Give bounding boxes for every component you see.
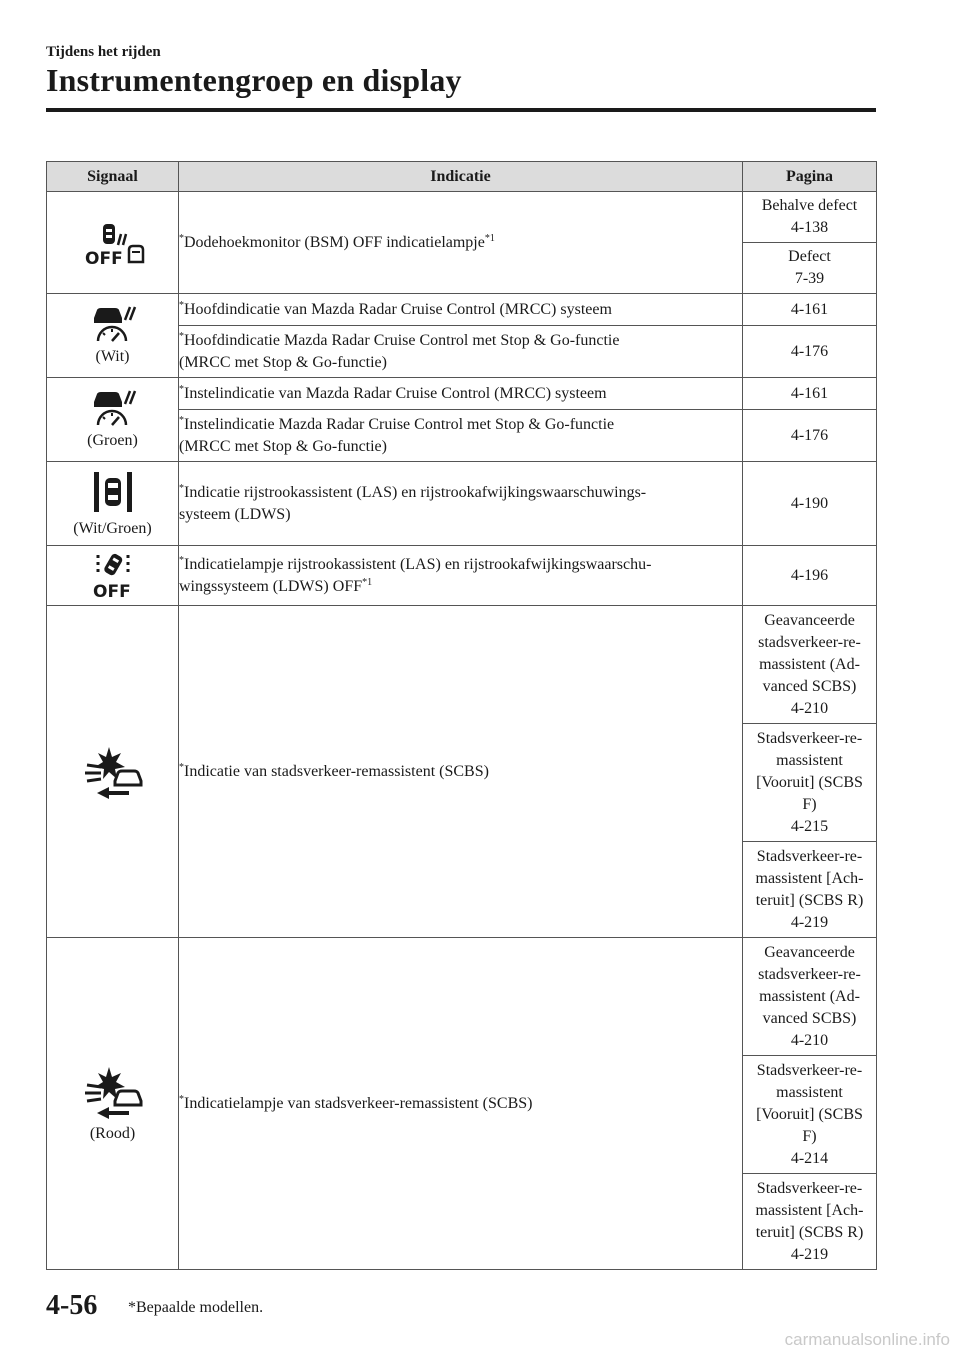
table-row	[47, 938, 877, 1056]
page-ref-label: Stadsverkeer-re-	[756, 729, 863, 747]
page-ref-label: massistent [Ach-	[755, 1201, 864, 1219]
indication-cell	[179, 606, 743, 938]
footnote-star: *	[179, 299, 184, 311]
page-cell	[743, 546, 877, 606]
indication-text: (MRCC met Stop & Go-functie)	[179, 437, 387, 455]
indication-cell	[179, 546, 743, 606]
page-ref-label: [Vooruit] (SCBS	[756, 1105, 863, 1123]
indication-text: Indicatie rijstrookassistent (LAS) en rijstrookafwijkingswaarschuwings-	[184, 483, 647, 501]
page-cell	[743, 842, 877, 938]
page-ref-label: massistent [Ach-	[755, 869, 864, 887]
lane-assist-off-icon	[86, 552, 140, 600]
indication-text: Indicatie van stadsverkeer-remassistent (SCBS)	[184, 762, 489, 780]
section-label: Tijdens het rijden	[46, 44, 161, 60]
table-row	[47, 462, 877, 546]
footnote-star: *	[179, 761, 184, 773]
page-ref: 4-196	[790, 566, 829, 584]
header-pagina: Pagina	[743, 162, 877, 192]
indication-cell	[179, 192, 743, 294]
page-ref-label: teruit] (SCBS R)	[755, 1223, 864, 1241]
scbs-icon	[81, 743, 145, 801]
page-ref: 4-215	[790, 817, 829, 835]
page-ref: 4-176	[790, 426, 829, 444]
footnote-mark: *1	[362, 576, 373, 588]
page-cell	[743, 1056, 877, 1174]
page-ref-label: Geavanceerde	[764, 611, 855, 629]
color-label: (Wit/Groen)	[73, 519, 152, 537]
page-ref-label: Defect	[788, 248, 831, 265]
bsm-off-icon	[81, 218, 145, 268]
page-cell	[743, 410, 877, 462]
page-ref-label: teruit] (SCBS R)	[755, 891, 864, 909]
page-ref: 7-39	[794, 270, 825, 287]
indication-text: (MRCC met Stop & Go-functie)	[179, 353, 387, 371]
signal-cell	[47, 378, 179, 462]
indication-cell	[179, 326, 743, 378]
page-ref-label: massistent	[776, 751, 843, 769]
footnote-mark: *1	[484, 232, 495, 244]
indication-text: Hoofdindicatie van Mazda Radar Cruise Control (MRCC) systeem	[184, 300, 612, 318]
page-ref: 4-161	[790, 384, 829, 402]
table-row	[47, 606, 877, 724]
page-ref-label: Stadsverkeer-re-	[756, 1061, 863, 1079]
page-cell	[743, 462, 877, 546]
page-ref-label: [Vooruit] (SCBS	[756, 773, 863, 791]
indication-cell	[179, 938, 743, 1270]
page-ref-label: massistent (Ad-	[759, 655, 860, 673]
indication-text: Indicatielampje rijstrookassistent (LAS) en rijstrookafwijkingswaarschu-	[184, 555, 652, 573]
radar-cruise-icon	[88, 304, 138, 344]
page-ref: 4-219	[790, 1245, 829, 1263]
signal-cell	[47, 938, 179, 1270]
page-cell	[743, 606, 877, 724]
page-ref-label: Behalve defect	[761, 197, 858, 214]
page-ref-label: F)	[802, 795, 817, 813]
watermark: carmanualsonline.info	[784, 1330, 950, 1349]
footnote-star: *	[179, 554, 184, 566]
signal-table	[46, 161, 877, 1270]
indication-cell	[179, 462, 743, 546]
table-row	[47, 378, 877, 410]
table-row	[47, 546, 877, 606]
page-cell	[743, 243, 877, 294]
page-cell	[743, 326, 877, 378]
page-ref-label: vanced SCBS)	[762, 1009, 857, 1027]
page-ref: 4-210	[790, 1031, 829, 1049]
page-ref: 4-219	[790, 913, 829, 931]
page-ref: 4-176	[790, 342, 829, 360]
color-label: (Rood)	[89, 1124, 136, 1142]
title-rule	[46, 108, 876, 112]
table-row	[47, 192, 877, 243]
scbs-icon	[81, 1063, 145, 1121]
page-title: Instrumentengroep en display	[46, 62, 462, 98]
indication-text: systeem (LDWS)	[179, 505, 291, 523]
page-ref: 4-161	[790, 300, 829, 318]
indication-text: Indicatielampje van stadsverkeer-remassistent (SCBS)	[184, 1094, 533, 1112]
page-ref-label: massistent (Ad-	[759, 987, 860, 1005]
page-ref-label: Stadsverkeer-re-	[756, 847, 863, 865]
svg-text:OFF: OFF	[92, 581, 131, 600]
color-label: (Groen)	[87, 431, 138, 449]
footnote-star: *	[179, 482, 184, 494]
signal-cell	[47, 462, 179, 546]
indication-cell	[179, 294, 743, 326]
page-ref-label: vanced SCBS)	[762, 677, 857, 695]
page-ref-label: Stadsverkeer-re-	[756, 1179, 863, 1197]
page-ref: 4-138	[790, 219, 829, 236]
page-ref-label: stadsverkeer-re-	[758, 965, 861, 983]
signal-cell	[47, 606, 179, 938]
page-ref: 4-214	[790, 1149, 829, 1167]
indication-cell	[179, 410, 743, 462]
page-number: 4-56	[46, 1290, 98, 1321]
page-cell	[743, 724, 877, 842]
signal-cell	[47, 294, 179, 378]
footnote-star: *	[179, 414, 184, 426]
page-ref: 4-190	[790, 494, 829, 512]
indication-text: Hoofdindicatie Mazda Radar Cruise Control met Stop & Go-functie	[184, 331, 620, 349]
footnote-star: *	[179, 383, 184, 395]
indication-text: wingssysteem (LDWS) OFF	[179, 577, 363, 595]
footnote-star: *	[179, 1093, 184, 1105]
header-signaal: Signaal	[47, 162, 179, 192]
page-ref-label: Geavanceerde	[764, 943, 855, 961]
footnote-star: *	[179, 330, 184, 342]
page-ref: 4-210	[790, 699, 829, 717]
radar-cruise-icon	[88, 388, 138, 428]
signal-cell	[47, 546, 179, 606]
footnote-star: *	[179, 232, 184, 244]
indication-cell	[179, 378, 743, 410]
svg-text:OFF: OFF	[84, 248, 123, 268]
page-cell	[743, 938, 877, 1056]
page-cell	[743, 1174, 877, 1270]
header-indicatie: Indicatie	[179, 162, 743, 192]
page-ref-label: massistent	[776, 1083, 843, 1101]
indication-text: Instelindicatie Mazda Radar Cruise Control met Stop & Go-functie	[184, 415, 615, 433]
page-ref-label: F)	[802, 1127, 817, 1145]
page-cell	[743, 294, 877, 326]
table-header-row	[47, 162, 877, 192]
color-label: (Wit)	[95, 347, 130, 365]
page-cell	[743, 378, 877, 410]
lane-assist-icon	[88, 468, 138, 516]
footnote: *Bepaalde modellen.	[128, 1299, 264, 1316]
signal-cell	[47, 192, 179, 294]
page-ref-label: stadsverkeer-re-	[758, 633, 861, 651]
indication-text: Dodehoekmonitor (BSM) OFF indicatielampje	[184, 233, 485, 251]
indication-text: Instelindicatie van Mazda Radar Cruise Control (MRCC) systeem	[184, 384, 607, 402]
table-row	[47, 294, 877, 326]
page-cell	[743, 192, 877, 243]
